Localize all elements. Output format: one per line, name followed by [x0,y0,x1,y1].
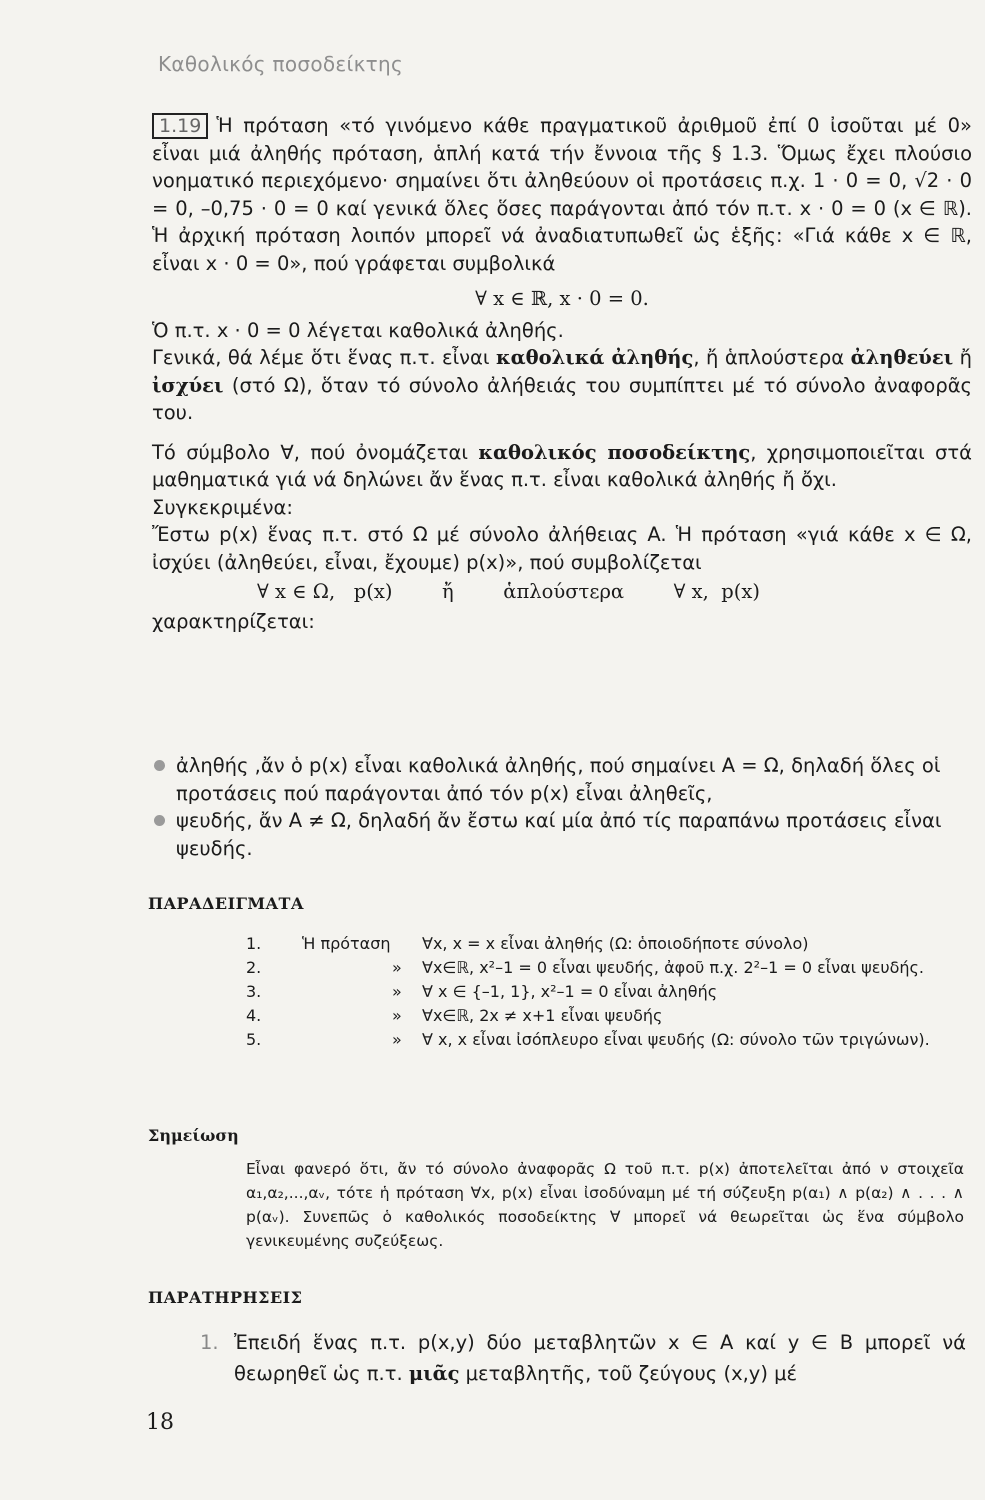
term-one-variable: μιᾶς [408,1362,460,1385]
section-number: 1.19 [152,113,208,139]
characterized-line: χαρακτηρίζεται: [152,609,315,633]
definition-text-4: (στό Ω), ὅταν τό σύνολο ἀλήθειάς του συμπίπτει μέ τό σύνολο ἀναφορᾶς του. [152,373,972,424]
formula-forall-x-zero: ∀ x ∈ ℝ, x · 0 = 0. [475,287,649,310]
remark-number: 1. [200,1331,219,1354]
bullet-false [152,807,972,862]
definition-text-1: Γενικά, θά λέμε ὅτι ἕνας π.τ. εἶναι [152,346,496,369]
quantifier-text-2: , χρησιμοποιεῖται στά μαθηματικά γιά νά δηλώνει ἄν ἕνας π.τ. εἶναι καθολικά ἀληθής ἤ ὄχι. [152,440,972,491]
example-text: ∀x∈ℝ, 2x ≠ x+1 εἶναι ψευδής [422,1006,663,1025]
example-number: 1. [246,934,262,953]
example-item [246,1028,966,1052]
example-label: Ἡ πρόταση [302,934,391,953]
specifically-line: Συγκεκριμένα: [152,495,293,519]
term-holds-true: ἀληθεύει [850,346,954,369]
remarks-heading: ΠΑΡΑΤΗΡΗΣΕΙΣ [148,1288,303,1307]
bullet-true [152,752,972,807]
bullet-false-text: ψευδής, ἄν A ≠ Ω, δηλαδή ἄν ἔστω καί μία ἀπό τίς παραπάνω προτάσεις εἶναι ψευδής. [176,809,942,860]
truth-statement: Ὁ π.τ. x · 0 = 0 λέγεται καθολικά ἀληθής. [152,318,564,342]
example-text: ∀x∈ℝ, x²–1 = 0 εἶναι ψευδής, ἀφοῦ π.χ. 2²–1 = 0 εἶναι ψευδής. [422,958,924,977]
example-item [246,956,966,980]
example-number: 3. [246,982,262,1001]
page-number: 18 [146,1410,174,1435]
example-label: » [392,958,402,977]
truth-bullets [152,752,972,862]
example-text: ∀ x ∈ {–1, 1}, x²–1 = 0 εἶναι ἀληθής [422,982,718,1001]
examples-heading: ΠΑΡΑΔΕΙΓΜΑΤΑ [148,894,304,913]
term-universally-true: καθολικά ἀληθής [496,346,694,369]
bullet-dot-icon [154,815,165,826]
example-item [246,980,966,1004]
note-text: Εἶναι φανερό ὅτι, ἄν τό σύνολο ἀναφορᾶς Ω τοῦ π.τ. p(x) ἀποτελεῖται ἀπό ν στοιχεῖα α₁,α₂,...,αᵥ, τότε ἡ πρόταση ∀x, p(x) εἶναι ἰσοδύναμη μέ τή σύζευξη p(α₁) ∧ p(α₂) ∧ . . . ∧ p(αᵥ). Συνεπῶς ὁ καθολικός ποσοδείκτης ∀ μπορεῖ νά θεωρεῖται ὡς ἕνα σύμβολο γενικευμένης συζεύξεως. [246,1160,964,1250]
example-number: 2. [246,958,262,977]
example-label: » [392,1006,402,1025]
intro-text: Ἡ πρόταση «τό γινόμενο κάθε πραγματικοῦ ἀριθμοῦ ἐπί 0 ἰσοῦται μέ 0» εἶναι μιά ἀληθής πρόταση, ἁπλή κατά τήν ἔννοια τῆς § 1.3. Ὅμως ἔχει πλούσιο νοηματικό περιεχόμενο· σημαίνει ὅτι ἀληθεύουν οἱ προτάσεις π.χ. 1 · 0 = 0, √2 · 0 = 0, –0,75 · 0 = 0 καί γενικά ὅλες ὅσες παράγονται ἀπό τόν π.τ. x · 0 = 0 (x ∈ ℝ). Ἡ ἀρχική πρόταση λοιπόν μπορεῖ νά ἀναδιατυπωθεῖ ὡς ἑξῆς: «Γιά κάθε x ∈ ℝ, εἶναι x · 0 = 0», πού γράφεται συμβολικά [152,114,972,275]
bullet-dot-icon [154,760,165,771]
example-number: 5. [246,1030,262,1049]
definition-text-3: ἤ [953,346,972,369]
example-label: » [392,982,402,1001]
example-item [246,1004,966,1028]
definition-paragraph [152,344,972,427]
example-item [246,932,966,956]
example-number: 4. [246,1006,262,1025]
term-universal-quantifier: καθολικός ποσοδείκτης [478,440,751,464]
section-body [152,112,972,635]
examples-list [246,932,966,1052]
note-label: Σημείωση [148,1126,239,1145]
example-text: ∀ x, x εἶναι ἰσόπλευρο εἶναι ψευδής (Ω: σύνολο τῶν τριγώνων). [422,1030,930,1049]
let-paragraph: Ἔστω p(x) ἕνας π.τ. στό Ω μέ σύνολο ἀλήθειας A. Ἡ πρόταση «γιά κάθε x ∈ Ω, ἰσχύει (ἀληθεύει, εἶναι, ἔχουμε) p(x)», πού συμβολίζεται [152,523,972,574]
remark-body [200,1327,966,1389]
bullet-true-text: ἀληθής ,ἄν ὁ p(x) εἶναι καθολικά ἀληθής, πού σημαίνει A = Ω, δηλαδή ὅλες οἱ προτάσεις πού παράγονται ἀπό τόν p(x) εἶναι ἀληθεῖς, [176,754,941,805]
remark-item [200,1327,966,1389]
remark-text-1: Ἐπειδή ἕνας π.τ. p(x,y) δύο μεταβλητῶν x ∈ A καί y ∈ B μπορεῖ νά θεωρηθεῖ ὡς π.τ. [234,1331,966,1385]
definition-text-2: , ἤ ἁπλούστερα [693,346,851,369]
running-header: Καθολικός ποσοδείκτης [158,52,404,76]
formula-forall-px: ∀ x ∈ Ω, p(x) ἤ ἁπλούστερα ∀ x, p(x) [257,580,760,603]
term-holds: ἰσχύει [152,373,224,397]
remark-text-2: μεταβλητῆς, τοῦ ζεύγους (x,y) μέ [459,1362,798,1385]
quantifier-paragraph [152,439,972,494]
quantifier-text-1: Τό σύμβολο ∀, πού ὀνομάζεται [152,440,479,464]
example-label: » [392,1030,402,1049]
example-text: ∀x, x = x εἶναι ἀληθής (Ω: ὁποιοδήποτε σύνολο) [422,934,809,953]
intro-paragraph [152,112,972,277]
